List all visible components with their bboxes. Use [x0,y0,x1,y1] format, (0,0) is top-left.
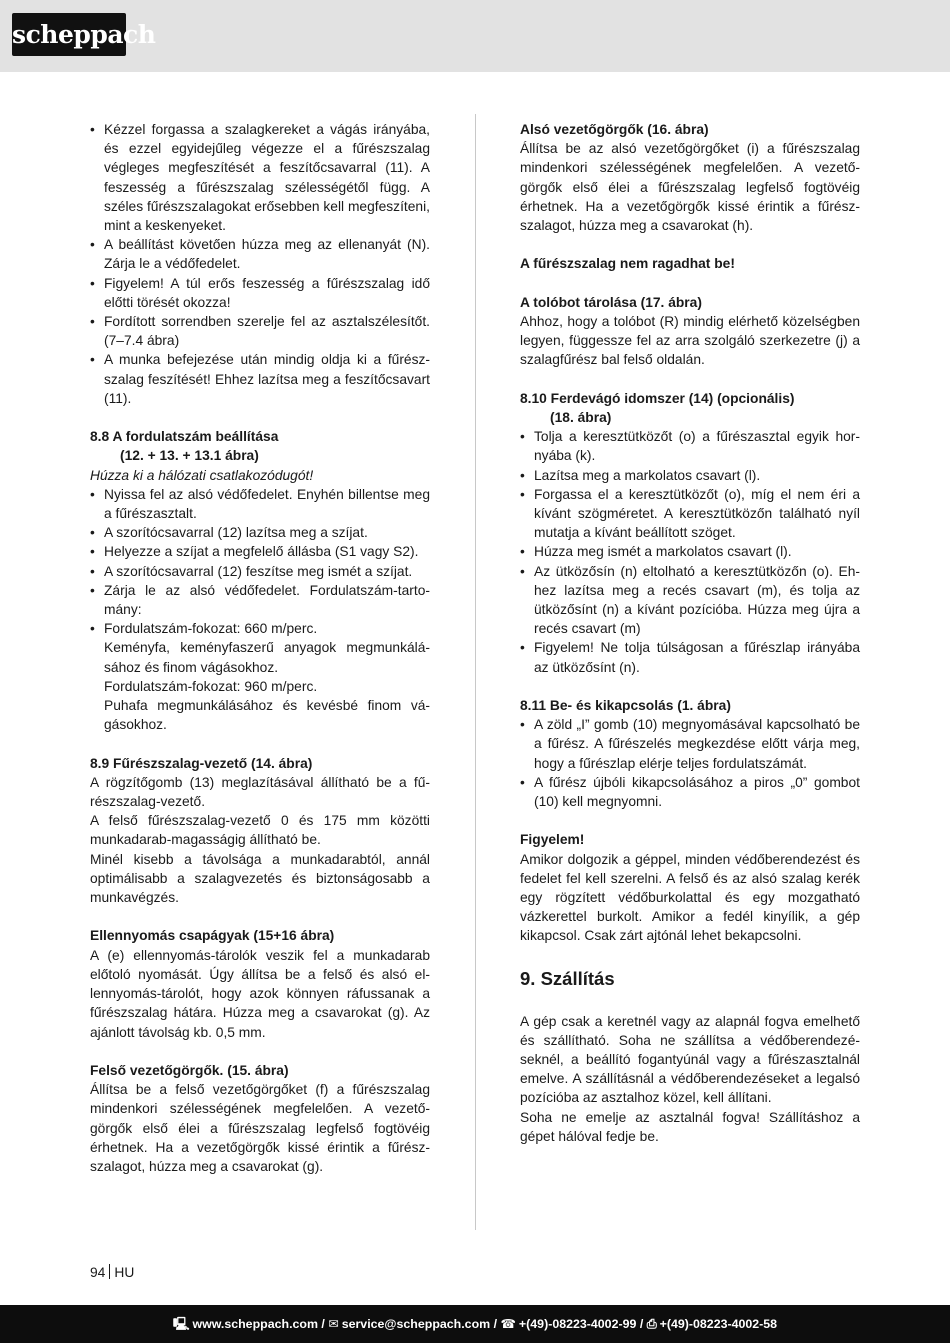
scheppach-logo: scheppach [12,13,126,56]
list-item: • Húzza meg ismét a markolatos csavart (l). [520,542,860,561]
list-item: • A fűrész újbóli kikapcsolásához a piros „0” gombot (10) kell megnyomni. [520,773,860,811]
email-link[interactable]: service@scheppach.com [341,1317,491,1331]
list-item-continuation: Fordulatszám-fokozat: 960 m/perc. [104,678,318,694]
section-8-8-figure-ref: (12. + 13. + 13.1 ábra) [120,448,259,464]
website-link[interactable]: www.scheppach.com [192,1317,318,1331]
paragraph: Minél kisebb a távolsága a munkadarabtól, annál optimálisabb a szalagvezetés és biztonságosabb a munkavégzés. [90,851,430,906]
mail-icon: ✉︎ [328,1317,339,1331]
list-item: • Helyezze a szíjat a megfelelő állásba (S1 vagy S2). [90,542,430,561]
section-8-10-figure-ref: (18. ábra) [550,410,612,425]
paragraph: A (e) ellennyomás-tárolók veszik fel a munkadarab előtoló nyomását. Úgy állítsa be a felső és alsó ellennyomás-tárolót, hogy azok könnyen ráfussanak a fűrészszalag hátára. Húzza meg a csavarokat (g). Az ajánlott távolság kb. 0,5 mm. [90,947,430,1040]
speed-setting-list [90,485,430,735]
language-code: HU [114,1265,135,1280]
list-item: • Tolja a keresztütközőt (o) a fűrészasztal egyik hornyába (k). [520,427,860,465]
paragraph: A rögzítőgomb (13) meglazításával állítható be a fűrészszalag-vezető. [90,774,430,810]
paragraph: Amikor dolgozik a géppel, minden védőberendezést és fedelet fel kell szerelni. A felső és az alsó szalag kerék egy rögzített védőburkolattal és egy mozgatható vázkerettel burkolt. Amikor a fedél kinyílik, a gép kikapcsol. Csak zárt ajtónál lehet bekapcsolni. [520,851,860,944]
list-item: • Zárja le az alsó védőfedelet. Fordulatszám-tartomány: [90,581,430,619]
list-item: • A beállítást követően húzza meg az ellenanyát (N). Zárja le a védőfedelet. [90,235,430,273]
list-item: • Figyelem! Ne tolja túlságosan a fűrészlap irányába az ütközősínt (n). [520,638,860,676]
upper-guide-rollers-heading: Felső vezetőgörgők. (15. ábra) [90,1062,289,1078]
list-item: • Kézzel forgassa a szalagkereket a vágás irányába, és ezzel egyidejűleg végezze el a fűrészszalag végleges megfeszítését a feszítőcsavarral (11). A feszesség a fűrészszalag szélességétől függ. A széles fűrészszalagokat erősebben kell megfeszíteni, mint a keskenyeket. [90,120,430,235]
phone-icon: ☎︎ [500,1317,516,1331]
contact-bar: 🖳︎ www.scheppach.com / ✉︎ service@scheppach.com / ☎︎ +(49)-08223-4002-99 / ⎙ +(49)-08223-4002-58 [0,1305,950,1343]
mitre-gauge-list [520,427,860,677]
paragraph: Ahhoz, hogy a tolóbot (R) mindig elérhető közelségben legyen, függessze fel az arra szolgáló szerkezetre (j) a szalagfűrész bal felső oldalán. [520,314,860,368]
header-bar [0,0,950,72]
list-item: • Fordulatszám-fokozat: 660 m/perc. [90,619,430,638]
page-footer [90,1264,134,1280]
section-8-8-heading: 8.8 A fordulatszám beállítása [90,429,279,445]
list-item: • Az ütközősín (n) eltolható a keresztütközőn (o). Ehhez lazítsa meg a recés csavart (m), és tolja az ütközősínt (n) a kívánt pozícióba. Húzza meg újra a recés csavart (m) [520,562,860,639]
computer-icon: 🖳︎ [172,1317,190,1331]
unplug-warning: Húzza ki a hálózati csatlakozódugót! [90,467,314,483]
phone-number: +(49)-08223-4002-99 [518,1317,637,1331]
paragraph: Állítsa be a felső vezetőgörgőket (f) a fűrészszalag mindenkori szélességének megfelelően. A vezetőgörgők első élei a fűrészszalag legfelső fogtövéig érhetnek. Ha a vezetőgörgők kissé érintik a fűrészszalagot, húzza meg a csavarokat (g). [90,1082,430,1174]
lower-guide-rollers-heading: Alsó vezetőgörgők (16. ábra) [520,122,709,137]
right-column [520,120,860,1146]
footer-separator [109,1264,110,1279]
section-8-11-heading: 8.11 Be- és kikapcsolás (1. ábra) [520,698,731,714]
on-off-list [520,715,860,811]
section-9-heading: 9. Szállítás [520,967,615,989]
list-item: • Forgassa el a keresztütközőt (o), míg el nem éri a kívánt szögméretet. A keresztütközőn található nyíl mutatja a kívánt beállított szöget. [520,485,860,543]
attention-heading: Figyelem! [520,832,585,848]
paragraph: A gép csak a keretnél vagy az alapnál fogva emelhető és szállítható. Soha ne szállítsa a védőberendezéseknél, a beállító fogantyúnál vagy a fűrészasztalnál emelve. A szállításnál a védőberendezéseket a legalsó pozícióba az asztalhoz közel, kell állítani. [520,1013,860,1106]
left-column [90,120,430,1176]
list-item-continuation: Puhafa megmunkálásához és kevésbé finom vágásokhoz. [104,698,430,733]
list-item: • Lazítsa meg a markolatos csavart (l). [520,466,860,485]
list-item: • A szorítócsavarral (12) feszítse meg ismét a szíjat. [90,562,430,581]
list-item: • Nyissa fel az alsó védőfedelet. Enyhén billentse meg a fűrészasztalt. [90,485,430,523]
paragraph: Állítsa be az alsó vezetőgörgőket (i) a fűrészszalag mindenkori szélességének megfelelően. A vezetőgörgők első élei a fűrészszalag legfelső fogtövéig érhetnek. Ha a vezetőgörgők kissé érintik a fűrészszalagot, húzza meg a csavarokat (h). [520,141,860,234]
fax-icon: ⎙ [646,1317,657,1331]
push-stick-heading: A tolóbot tárolása (17. ábra) [520,294,702,310]
counter-bearing-heading: Ellennyomás csapágyak (15+16 ábra) [90,928,335,944]
fax-number: +(49)-08223-4002-58 [659,1317,778,1331]
page-number: 94 [90,1265,106,1280]
section-8-10-heading: 8.10 Ferdevágó idomszer (14) (opcionális) [520,390,795,406]
list-item: • Figyelem! A túl erős feszesség a fűrészszalag idő előtti törését okozza! [90,274,430,312]
column-divider [475,114,476,1230]
list-item: • A munka befejezése után mindig oldja ki a fűrészszalag feszítését! Ehhez lazítsa meg a feszítőcsavart (11). [90,350,430,408]
blade-warning-heading: A fűrészszalag nem ragadhat be! [520,256,735,272]
intro-bullet-list [90,120,430,408]
section-8-9-heading: 8.9 Fűrészszalag-vezető (14. ábra) [90,755,313,771]
paragraph: A felső fűrészszalag-vezető 0 és 175 mm közötti munkadarab-magasságig állítható be. [90,813,430,848]
list-item: • A szorítócsavarral (12) lazítsa meg a szíjat. [90,523,430,542]
list-item: • A zöld „I” gomb (10) megnyomásával kapcsolható be a fűrész. A fűrészelés megkezdése előtt várja meg, hogy a fűrészlap elérje teljes fordulatszámát. [520,715,860,773]
list-item: • Fordított sorrendben szerelje fel az asztalszélesítőt. (7–7.4 ábra) [90,312,430,350]
paragraph: Soha ne emelje az asztalnál fogva! Szállításhoz a gépet hálóval fedje be. [520,1109,860,1144]
list-item-continuation: Keményfa, keményfaszerű anyagok megmunkálásához és finom vágásokhoz. [104,640,430,675]
